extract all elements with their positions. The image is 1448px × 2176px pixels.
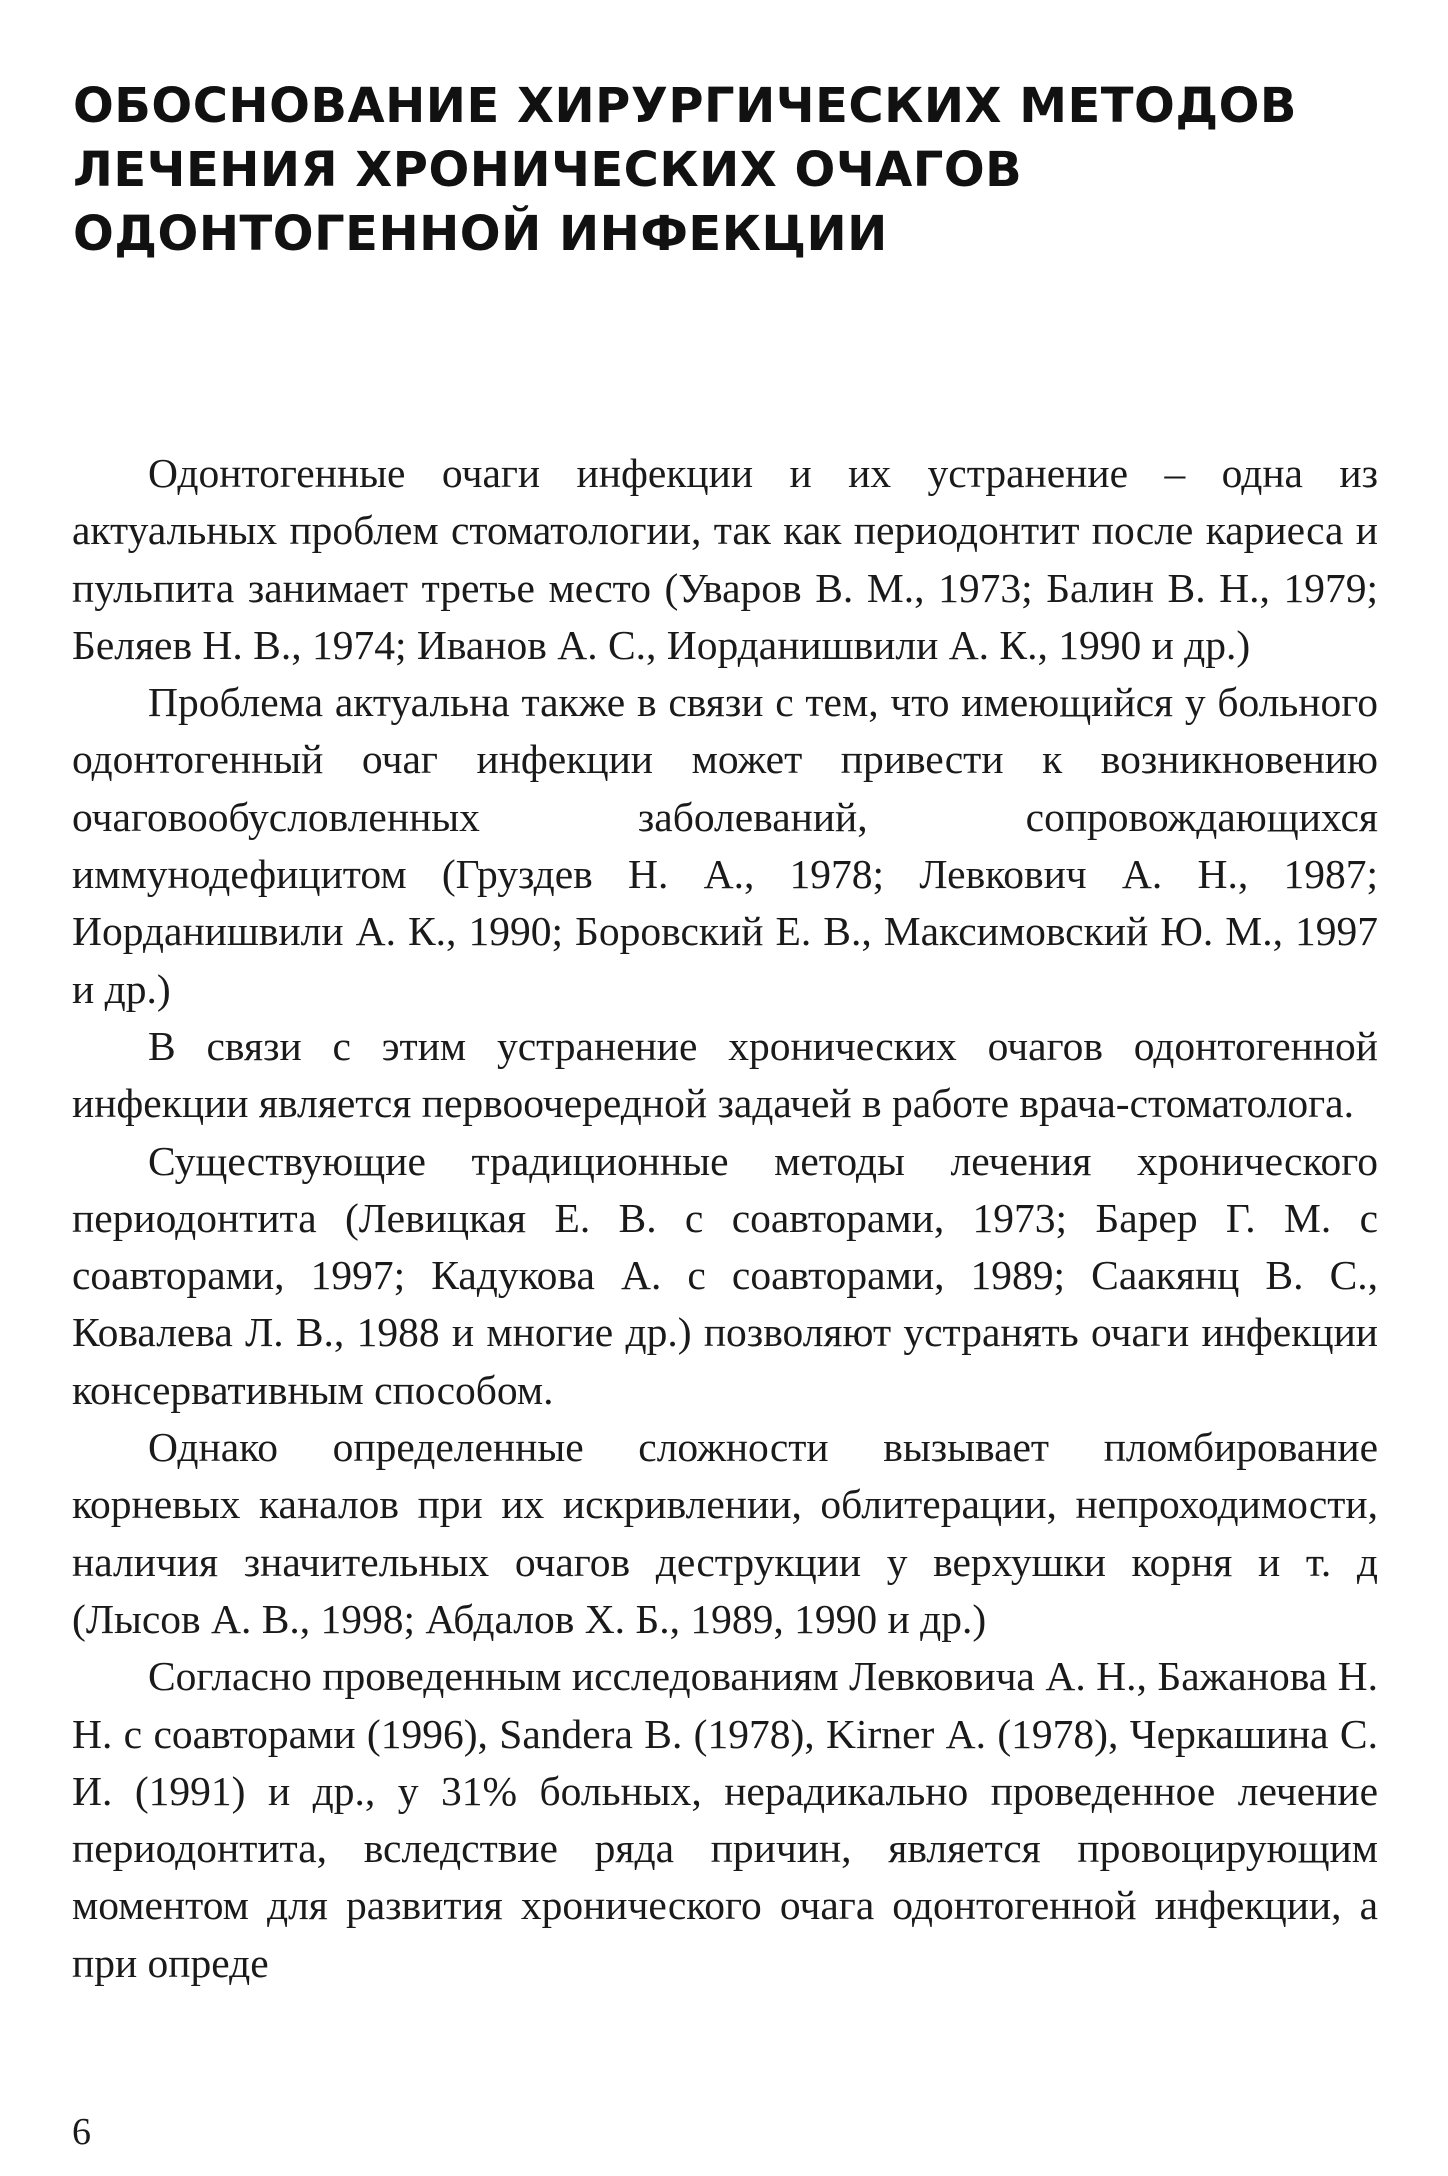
- paragraph-2: Проблема актуальна также в связи с тем, что имеющийся у больного одонтогенный очаг инфекции может привести к возникновению очаговообусловленных заболеваний, сопровождающихся иммунодефицитом (Груздев Н. А., 1978; Левкович А. Н., 1987; Иорданишвили А. К., 1990; Боровский Е. В., Максимовский Ю. М., 1997 и др.): [72, 679, 1378, 1012]
- title-line-2: ЛЕЧЕНИЯ ХРОНИЧЕСКИХ ОЧАГОВ: [73, 142, 1023, 198]
- paragraph-4: Существующие традиционные методы лечения хронического периодонтита (Левицкая Е. В. с соавторами, 1973; Барер Г. М. с соавторами, 1997; Кадукова А. с соавторами, 1989; Саакянц В. С., Ковалева Л. В., 1988 и многие др.) позволяют устранять очаги инфекции консервативным способом.: [72, 1137, 1378, 1413]
- paragraph-3: В связи с этим устранение хронических очагов одонтогенной инфекции является первоочередной задачей в работе врача-стоматолога.: [72, 1022, 1378, 1127]
- paragraph-5: Однако определенные сложности вызывает пломбирование корневых каналов при их искривлении, облитерации, непроходимости, наличия значительных очагов деструкции у верхушки корня и т. д (Лысов А. В., 1998; Абдалов Х. Б., 1989, 1990 и др.): [72, 1424, 1378, 1642]
- body-text: [72, 445, 1378, 1992]
- paragraph-1: Одонтогенные очаги инфекции и их устранение – одна из актуальных проблем стоматологии, так как периодонтит после кариеса и пульпита занимает третье место (Уваров В. М., 1973; Балин В. Н., 1979; Беляев Н. В., 1974; Иванов А. С., Иорданишвили А. К., 1990 и др.): [72, 450, 1378, 668]
- title-line-3: ОДОНТОГЕННОЙ ИНФЕКЦИИ: [73, 206, 888, 262]
- page-title: [73, 74, 1373, 266]
- paragraph-6: Согласно проведенным исследованиям Левковича А. Н., Бажанова Н. Н. с соавторами (1996), Sandera В. (1978), Kirner А. (1978), Черкашина С. И. (1991) и др., у 31% больных, нерадикально проведенное лечение периодонтита, вследствие ряда причин, является провоцирующим моментом для развития хронического очага одонтогенной инфекции, а при опреде: [72, 1653, 1378, 1986]
- page-number: 6: [72, 2111, 91, 2153]
- title-line-1: ОБОСНОВАНИЕ ХИРУРГИЧЕСКИХ МЕТОДОВ: [73, 78, 1297, 134]
